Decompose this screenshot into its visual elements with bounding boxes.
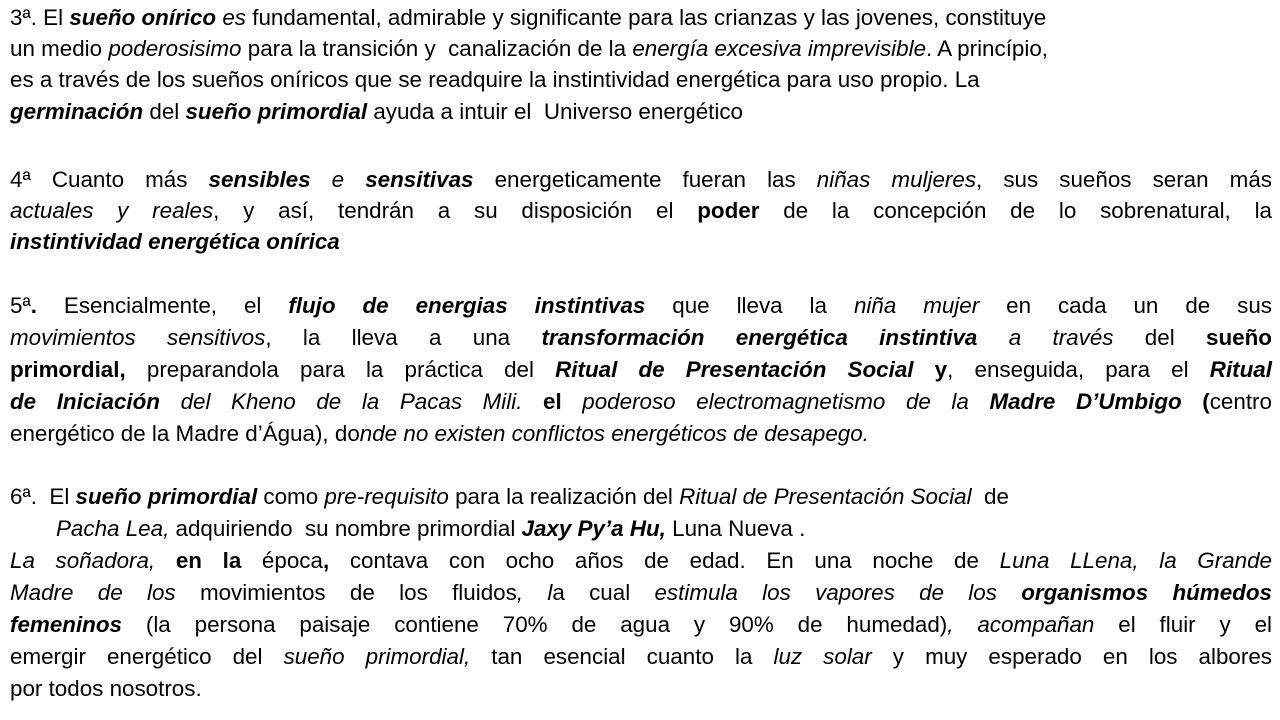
- text-run: adquiriendo su nombre primordial: [169, 516, 522, 541]
- text-run: energía excesiva imprevisible: [632, 36, 927, 61]
- text-run: es a través de los sueños oníricos que se readquire la instintividad energética para uso propio. La: [10, 67, 980, 92]
- text-run: fundamental, admirable y significante para las crianzas y las jovenes, constituye: [246, 5, 1047, 30]
- text-run: .: [30, 293, 37, 318]
- text-run: , enseguida, para el: [947, 357, 1210, 382]
- text-run: , acompañan: [947, 612, 1095, 637]
- text-line: [10, 322, 1272, 354]
- text-run: sueño primordial: [75, 484, 258, 509]
- text-line: [10, 226, 1272, 258]
- text-run: emergir energético del: [10, 644, 284, 669]
- text-run: del Kheno de la Pacas Mili.: [180, 389, 523, 414]
- text-run: tan esencial cuanto la: [470, 644, 774, 669]
- text-line: [10, 545, 1272, 577]
- text-run: [1182, 389, 1203, 414]
- text-run: energeticamente fueran las: [473, 167, 817, 192]
- text-run: Luna Nueva .: [665, 516, 806, 541]
- text-run: el fluir y el: [1094, 612, 1272, 637]
- text-run: Esencialmente, el: [36, 293, 289, 318]
- text-run: que lleva la: [645, 293, 854, 318]
- text-run: La soñadora,: [10, 548, 156, 573]
- text-run: un medio: [10, 36, 109, 61]
- text-run: e: [331, 167, 345, 192]
- text-line: [56, 513, 1272, 545]
- text-run: de: [971, 484, 1009, 509]
- text-run: en cada un de sus: [979, 293, 1272, 318]
- text-line: [10, 164, 1272, 196]
- text-run: (la persona paisaje contiene 70% de agua y 90% de humedad): [121, 612, 948, 637]
- text-run: Ritual de Presentación Social: [555, 357, 914, 382]
- text-run: [311, 167, 332, 192]
- text-run: sueño: [1206, 325, 1272, 350]
- text-run: sueño primordial: [185, 99, 368, 124]
- text-run: pre-requisito: [324, 484, 449, 509]
- text-run: del: [143, 99, 186, 124]
- text-run: [562, 389, 583, 414]
- text-run: Ritual de Presentación Social: [679, 484, 972, 509]
- text-run: , l: [516, 580, 553, 605]
- text-run: para la transición y canalización de la: [241, 36, 633, 61]
- text-run: ayuda a intuir el Universo energético: [367, 99, 743, 124]
- text-run: Madre D’Umbigo: [989, 389, 1182, 414]
- text-run: [997, 580, 1021, 605]
- text-run: niña mujer: [853, 293, 980, 318]
- text-run: movimientos sensitivos: [10, 325, 266, 350]
- text-run: , y así, tendrán a su disposición el: [213, 198, 698, 223]
- text-run: instintividad energética onírica: [10, 229, 340, 254]
- text-run: nde no existen conflictos energéticos de desapego.: [359, 421, 869, 446]
- text-run: [977, 325, 1008, 350]
- text-run: poder: [697, 198, 760, 223]
- text-line: [10, 481, 1272, 513]
- text-run: sueño onírico: [69, 5, 217, 30]
- text-run: 6ª. El: [10, 484, 76, 509]
- text-line: [10, 641, 1272, 673]
- text-run: movimientos de los fluidos: [175, 580, 517, 605]
- text-line: [10, 195, 1272, 227]
- text-run: [344, 167, 365, 192]
- text-run: época: [241, 548, 323, 573]
- text-run: ,: [322, 548, 330, 573]
- text-line: [10, 96, 1272, 128]
- text-run: [155, 548, 176, 573]
- text-run: luz solar: [773, 644, 872, 669]
- text-line: [10, 354, 1272, 386]
- text-run: del: [1113, 325, 1207, 350]
- text-run: preparandola para la práctica del: [125, 357, 556, 382]
- text-run: [969, 389, 990, 414]
- text-run: por todos nosotros.: [10, 676, 202, 701]
- text-run: sensitivas: [365, 167, 474, 192]
- text-run: estimula los vapores de los: [654, 580, 997, 605]
- text-run: como: [257, 484, 325, 509]
- text-run: niñas muljeres: [816, 167, 977, 192]
- text-run: Jaxy Py’a Hu,: [521, 516, 666, 541]
- text-run: femeninos: [10, 612, 122, 637]
- text-run: sensibles: [208, 167, 311, 192]
- text-run: [160, 389, 181, 414]
- text-run: , sus sueños seran más: [976, 167, 1272, 192]
- text-run: [914, 357, 935, 382]
- text-run: 5ª: [10, 293, 31, 318]
- text-run: . A princípio,: [926, 36, 1049, 61]
- text-run: 4ª Cuanto más: [10, 167, 209, 192]
- text-run: Madre de los: [10, 580, 176, 605]
- text-run: [522, 389, 543, 414]
- text-run: y: [934, 357, 948, 382]
- text-line: [10, 64, 1272, 96]
- text-run: energético de la Madre d’Água), do: [10, 421, 360, 446]
- text-run: Luna LLena, la Grande: [999, 548, 1272, 573]
- text-run: (: [1202, 389, 1210, 414]
- text-line: [10, 673, 1272, 705]
- text-line: [10, 609, 1272, 641]
- text-run: a través: [1008, 325, 1114, 350]
- text-run: organismos húmedos: [1021, 580, 1272, 605]
- text-run: transformación energética instintiva: [541, 325, 978, 350]
- text-run: de Iniciación: [10, 389, 160, 414]
- text-run: 3ª. El: [10, 5, 70, 30]
- text-run: contava con ocho años de edad. En una noche de: [329, 548, 1000, 573]
- text-run: es: [222, 5, 246, 30]
- text-run: Pacha Lea,: [56, 516, 170, 541]
- text-line: [10, 577, 1272, 609]
- text-run: primordial,: [10, 357, 126, 382]
- text-run: actuales y reales: [10, 198, 214, 223]
- text-run: germinación: [10, 99, 144, 124]
- text-run: flujo de energias instintivas: [288, 293, 646, 318]
- text-run: de la concepción de lo sobrenatural, la: [759, 198, 1272, 223]
- text-run: sueño primordial,: [283, 644, 471, 669]
- text-run: en la: [175, 548, 242, 573]
- text-run: para la realización del: [448, 484, 680, 509]
- text-line: [10, 418, 1272, 450]
- text-run: poderosisimo: [108, 36, 242, 61]
- text-line: [10, 386, 1272, 418]
- text-line: [10, 33, 1272, 65]
- text-line: [10, 2, 1272, 34]
- text-run: y muy esperado en los albores: [871, 644, 1272, 669]
- text-run: el: [543, 389, 562, 414]
- text-run: centro: [1209, 389, 1272, 414]
- text-run: Ritual: [1209, 357, 1272, 382]
- text-run: a cual: [552, 580, 655, 605]
- text-run: , la lleva a una: [265, 325, 542, 350]
- text-line: [10, 290, 1272, 322]
- text-run: poderoso electromagnetismo de la: [582, 389, 969, 414]
